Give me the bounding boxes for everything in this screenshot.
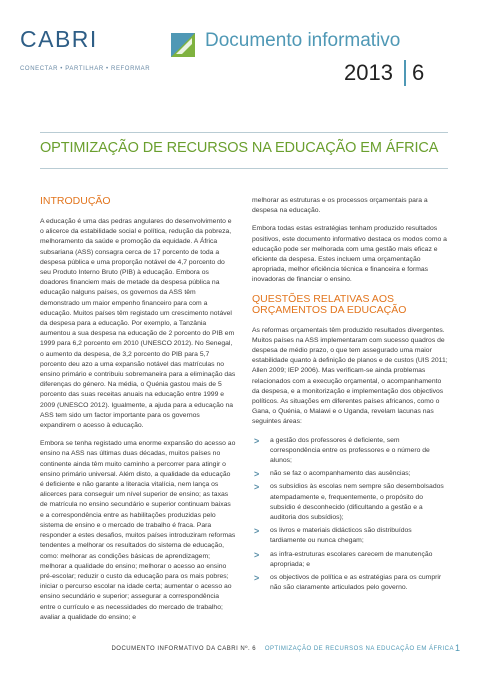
- continued-paragraph: melhorar as estruturas e os processos orçamentais para a despesa na educação.: [252, 197, 428, 215]
- footer-series: DOCUMENTO INFORMATIVO DA CABRI Nº. 6: [111, 646, 257, 652]
- heading-line-1: QUESTÕES RELATIVAS AOS: [252, 292, 394, 305]
- arrow-bullet-icon: >: [254, 549, 260, 560]
- list-item: > os livros e materiais didácticos são distribuídos tardiamente ou nunca chegam;: [254, 526, 412, 545]
- title-top-rule: [40, 132, 448, 133]
- page-footer: [0, 646, 454, 652]
- intro-paragraph-1: A educação é uma das pedras angulares do desenvolvimento e o alicerce da estabilidade social e política, redução da pobreza, melhoramento da saúde e promoção da equidade. A África subsariana (ASS) consagra cerca de 17 porcento de toda a despesa pública e uma proporção notável de 4,7 porcento do seu Produto Interno Bruto (PIB) à educação. Embora os doadores financiem mais de metade da despesa pública na educação nalguns países, os governos da ASS têm demonstrado um maior empenho financeiro para com a educação. Muitos países têm registado um crescimento notável da despesa para a educação. Por exemplo, a Tanzânia aumentou a sua despesa na educação de 2 porcento do PIB em 1999 para 6,2 porcento em 2010 (UNESCO 2012). No Senegal, o aumento da despesa, de 3,2 porcento do PIB para 5,7 porcento deu azo a uma expansão notável das matrículas no ensino primário e contribuiu sobremaneira para a eliminação das diferenças do género. Na média, o Quénia gastou mais de 5 porcento das suas receitas anuais na educação entre 1999 e 2009 (UNESCO 2012). Igualmente, a ajuda para a educação na ASS tem sido um factor importante para os governos expandirem o acesso à educação.: [40, 218, 236, 430]
- arrow-bullet-icon: >: [254, 469, 260, 480]
- cabri-logo: [20, 26, 151, 72]
- issue-number: 6: [412, 60, 425, 85]
- list-item: > os subsídios às escolas nem sempre são desembolsados atempadamente e, frequentemente, o propósito do subsídio é desconhecido (dificultando a gestão e a auditoria dos subsídios);: [254, 482, 444, 522]
- footer-title: OPTIMIZAÇÃO DE RECURSOS NA EDUCAÇÃO EM ÁFRICA: [264, 646, 454, 652]
- list-item: > a gestão dos professores é deficiente, sem correspondência entre os professores e o número de alunos;: [254, 435, 430, 465]
- arrow-bullet-icon: >: [254, 573, 260, 584]
- list-item: > os objectivos de política e as estratégias para os cumprir não são claramente articulados pelo governo.: [254, 573, 442, 592]
- arrow-bullet-icon: >: [254, 526, 260, 537]
- left-column: [40, 196, 236, 631]
- tagline: CONECTAR • PARTILHAR • REFORMAR: [20, 66, 151, 72]
- doc-type-title: Documento informativo: [205, 30, 401, 51]
- intro-paragraph-2: Embora se tenha registado uma enorme expansão do acesso ao ensino na ASS nas últimas duas décadas, muitos países no continente ainda têm muito caminho a percorrer para atingir o ensino primário universal. Além disto, a qualidade da educação é deficiente e não garante a literacia vitalícia, nem lança os alicerces para conseguir um nível superior de ensino; as taxas de matrícula no ensino secundário e superior continuam baixas e a correspondência entre as habilitações produzidas pelo sistema de ensino e o mercado de trabalho é fraca. Para responder a estes desafios, muitos países introduziram reformas tendentes a melhorar os resultados do sistema de educação, como: melhorar as condições básicas de aprendizagem; melhorar a qualidade do ensino; melhorar o acesso ao ensino pré-escolar; reduzir o custo da educação para os mais pobres; iniciar o percurso escolar na idade certa; aumentar o acesso ao ensino secundário e superior; assegurar a correspondência entre o currículo e as necessidades do mercado de trabalho; avaliar a qualidade do ensino; e: [40, 440, 236, 621]
- list-item: > não se faz o acompanhamento das ausências;: [254, 469, 411, 480]
- strategy-paragraph: Embora todas estas estratégias tenham produzido resultados positivos, este documento informativo destaca os modos como a educação pode ser melhorada com uma gestão mais eficaz e eficiente da despesa. Estes incluem uma orçamentação apropriada, melhor eficiência técnica e financeira e formas inovadoras de financiar o ensino.: [252, 225, 447, 284]
- year-issue-divider: [404, 60, 406, 86]
- document-title: OPTIMIZAÇÃO DE RECURSOS NA EDUCAÇÃO EM ÁFRICA: [40, 140, 439, 156]
- gaps-list: [252, 436, 448, 594]
- section-heading-budget-issues: [252, 294, 448, 316]
- right-column: [252, 196, 448, 597]
- cabri-emblem-icon: [170, 32, 196, 58]
- arrow-bullet-icon: >: [254, 435, 260, 446]
- logo-text: CABRI: [20, 26, 98, 52]
- arrow-bullet-icon: >: [254, 482, 260, 493]
- title-bottom-rule: [40, 168, 448, 169]
- heading-line-2: ORÇAMENTOS DA EDUCAÇÃO: [252, 303, 407, 316]
- issue-year: 2013: [344, 60, 393, 85]
- budget-paragraph: As reformas orçamentais têm produzido resultados divergentes. Muitos países na ASS implementaram com sucesso quadros de despesa de médio prazo, o que tem assegurado uma maior estabilidade quanto à definição de planos e de custos (UIS 2011; Allen 2009; IEP 2006). Mas verificam-se ainda problemas relacionados com a execução orçamental, o acompanhamento da despesa, e a monitorização e implementação dos objectivos políticos. As situações em diferentes países africanos, como o Gana, o Quénia, o Malawi e o Uganda, revelam lacunas nas seguintes áreas:: [252, 326, 448, 426]
- page-number: 1: [454, 643, 460, 653]
- list-item: > as infra-estruturas escolares carecem de manutenção apropriada; e: [254, 549, 433, 568]
- section-heading-introduction: INTRODUÇÃO: [40, 195, 111, 207]
